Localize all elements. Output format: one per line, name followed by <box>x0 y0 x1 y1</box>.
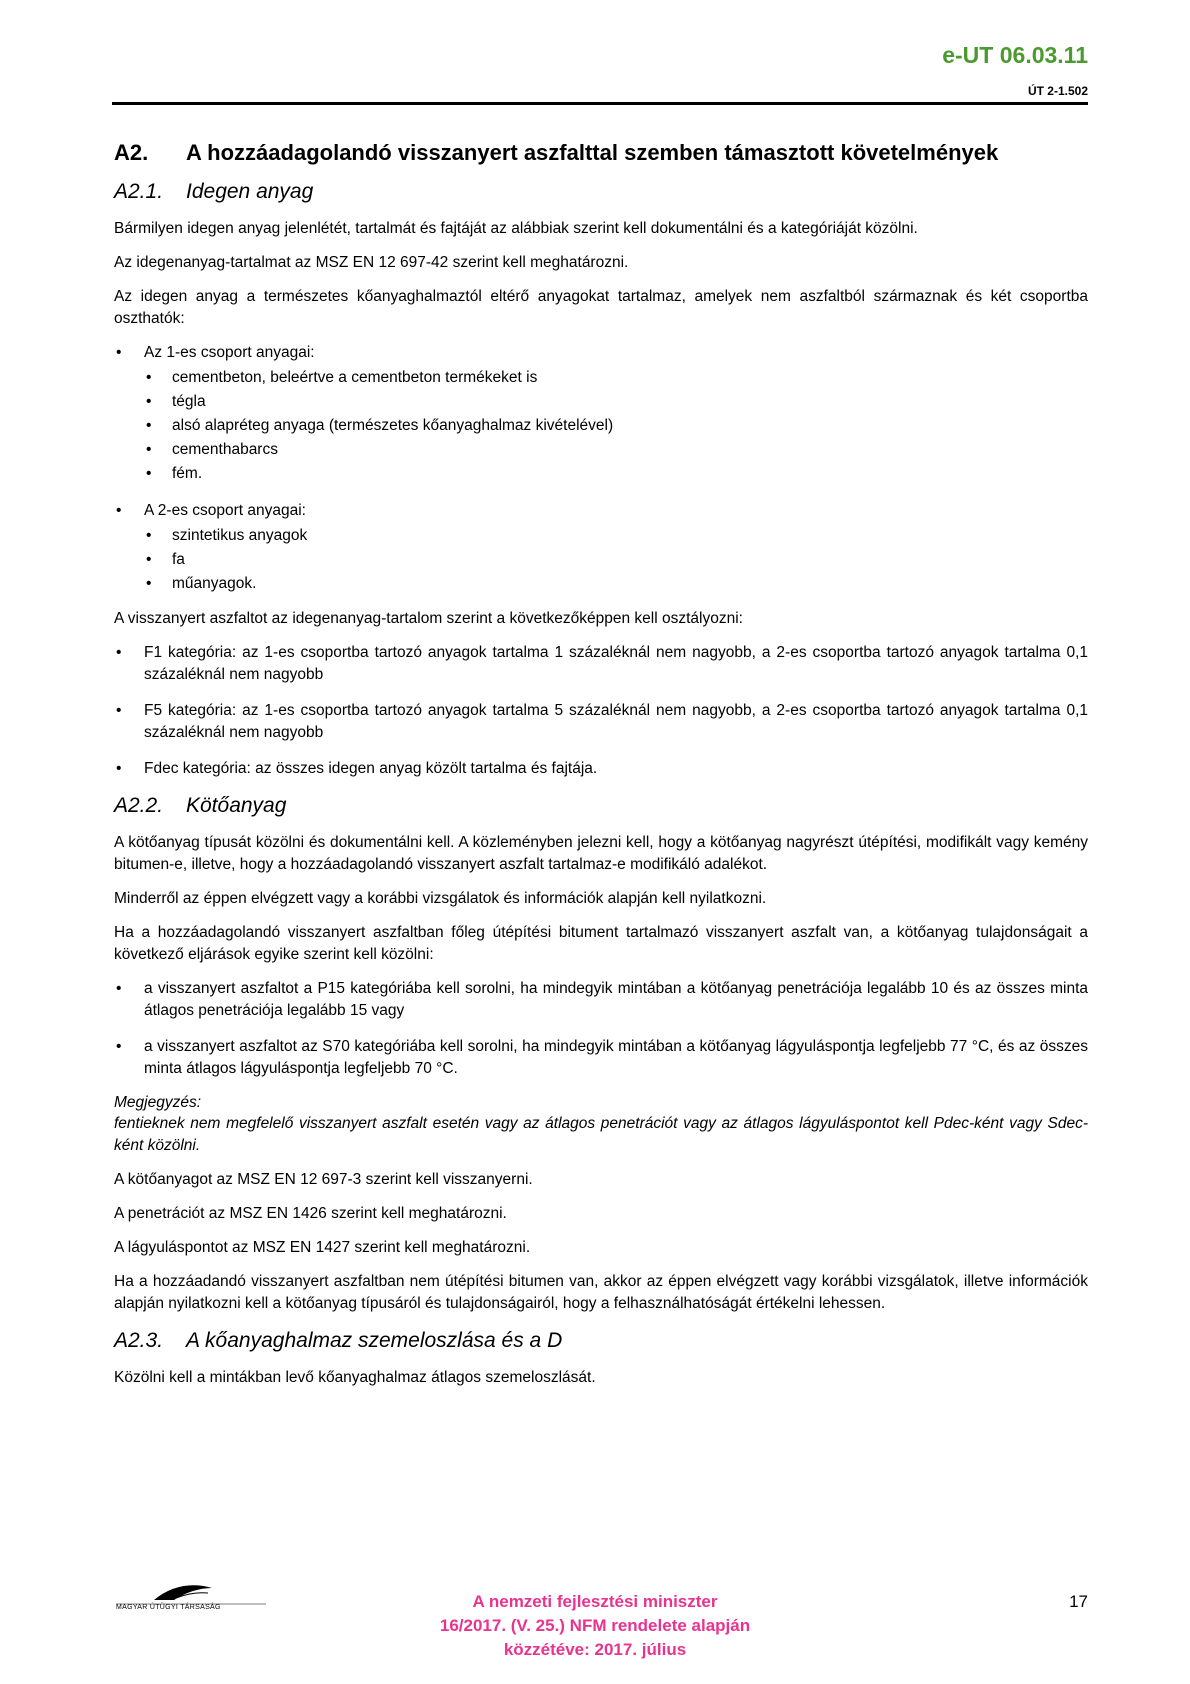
document-code: e-UT 06.03.11 <box>942 42 1088 68</box>
paragraph: Az idegenanyag-tartalmat az MSZ EN 12 697-42 szerint kell meghatározni. <box>114 254 629 271</box>
list-item: • cementhabarcs <box>144 438 1088 462</box>
logo-text: MAGYAR ÚTÜGYI TÁRSASÁG <box>116 1604 221 1611</box>
list-item: • szintetikus anyagok <box>144 524 1088 548</box>
subsection-number: A2.3. <box>114 1329 164 1352</box>
paragraph: Minderről az éppen elvégzett vagy a korábbi vizsgálatok és információk alapján kell nyilatkozni. <box>114 890 767 907</box>
category-list <box>114 642 1088 780</box>
category-item: • F1 kategória: az 1-es csoportba tartozó anyagok tartalma 1 százaléknál nem nagyobb, a 2-es csoportba tartozó anyagok tartalma 0,1 százaléknál nem nagyobb <box>114 642 1088 686</box>
paragraph: Bármilyen idegen anyag jelenlétét, tartalmát és fajtáját az alábbiak szerint kell dokumentálni és a kategóriáját közölni. <box>114 220 918 237</box>
paragraph: A kötőanyag típusát közölni és dokumentálni kell. A közleményben jelezni kell, hogy a kötőanyag nagyrészt útépítési, modifikált vagy kemény bitumen-e, illetve, hogy a hozzáadagolandó visszanyert aszfalt tartalmaz-e modifikáló adalékot. <box>114 834 1088 873</box>
subsection-title: Kötőanyag <box>186 794 287 817</box>
material-groups-list <box>114 342 1088 596</box>
paragraph: A kötőanyagot az MSZ EN 12 697-3 szerint kell visszanyerni. <box>114 1171 533 1188</box>
subsection-number: A2.2. <box>114 794 164 817</box>
paragraph: A penetrációt az MSZ EN 1426 szerint kell meghatározni. <box>114 1205 507 1222</box>
list-item: • műanyagok. <box>144 572 1088 596</box>
procedure-item: • a visszanyert aszfaltot a P15 kategóriába kell sorolni, ha mindegyik mintában a kötőanyag penetrációja legalább 10 és az összes minta átlagos penetrációja legalább 15 vagy <box>114 978 1088 1022</box>
publication-note <box>395 1590 795 1662</box>
page-content <box>114 140 1088 1401</box>
list-item: • tégla <box>144 390 1088 414</box>
publication-line: A nemzeti fejlesztési miniszter <box>472 1592 718 1611</box>
section-number: A2. <box>114 140 149 165</box>
subsection-title: A kőanyaghalmaz szemeloszlása és a D <box>186 1329 563 1352</box>
list-item: • alsó alapréteg anyaga (természetes kőanyaghalmaz kivételével) <box>144 414 1088 438</box>
subsection-heading-kotoanyag <box>114 794 1088 818</box>
paragraph: A lágyuláspontot az MSZ EN 1427 szerint kell meghatározni. <box>114 1239 531 1256</box>
group1-label: Az 1-es csoport anyagai: <box>144 344 315 361</box>
list-item: • fa <box>144 548 1088 572</box>
document-subcode: ÚT 2-1.502 <box>1027 84 1088 98</box>
group2-label: A 2-es csoport anyagai: <box>144 502 306 519</box>
paragraph: Ha a hozzáadandó visszanyert aszfaltban nem útépítési bitumen van, akkor az éppen elvégzett vagy korábbi vizsgálatok, illetve információk alapján nyilatkozni kell a kötőanyag típusáról és tulajdonságairól, hogy a felhasználhatóságát értékelni lehessen. <box>114 1273 1088 1312</box>
subsection-title: Idegen anyag <box>186 180 314 203</box>
group1-item <box>114 342 1088 486</box>
procedure-list <box>114 978 1088 1080</box>
header-divider <box>112 102 1088 105</box>
paragraph: A visszanyert aszfaltot az idegenanyag-tartalom szerint a következőképpen kell osztályozni: <box>114 610 743 627</box>
society-logo <box>116 1578 276 1622</box>
section-title: A hozzáadagolandó visszanyert aszfalttal szemben támasztott követelmények <box>186 140 999 165</box>
category-item: • Fdec kategória: az összes idegen anyag közölt tartalma és fajtája. <box>114 758 1088 780</box>
paragraph: Közölni kell a mintákban levő kőanyaghalmaz átlagos szemeloszlását. <box>114 1369 596 1386</box>
page-number: 17 <box>1069 1592 1088 1611</box>
subsection-heading-szemeloszlas <box>114 1329 1088 1353</box>
list-item: • cementbeton, beleértve a cementbeton termékeket is <box>144 366 1088 390</box>
publication-line: 16/2017. (V. 25.) NFM rendelete alapján <box>439 1616 751 1635</box>
note-title: Megjegyzés: <box>114 1094 202 1111</box>
publication-line: közzétéve: 2017. július <box>503 1640 687 1659</box>
note-text: fentieknek nem megfelelő visszanyert aszfalt esetén vagy az átlagos penetrációt vagy az átlagos lágyuláspontot kell Pdec-ként vagy Sdec-ként közölni. <box>114 1115 1088 1154</box>
procedure-item: • a visszanyert aszfaltot az S70 kategóriába kell sorolni, ha mindegyik mintában a kötőanyag lágyuláspontja legfeljebb 77 °C, és az összes minta átlagos lágyuláspontja legfeljebb 70 °C. <box>114 1036 1088 1080</box>
paragraph: Az idegen anyag a természetes kőanyaghalmaztól eltérő anyagokat tartalmaz, amelyek nem aszfaltból származnak és két csoportba oszthatók: <box>114 288 1088 327</box>
list-item: • fém. <box>144 462 1088 486</box>
subsection-number: A2.1. <box>114 180 164 203</box>
category-item: • F5 kategória: az 1-es csoportba tartozó anyagok tartalma 5 százaléknál nem nagyobb, a 2-es csoportba tartozó anyagok tartalma 0,1 százaléknál nem nagyobb <box>114 700 1088 744</box>
group2-item <box>114 500 1088 596</box>
paragraph: Ha a hozzáadagolandó visszanyert aszfaltban főleg útépítési bitument tartalmazó visszanyert aszfalt van, a kötőanyag tulajdonságait a következő eljárások egyike szerint kell közölni: <box>114 924 1088 963</box>
section-heading <box>114 140 1088 166</box>
subsection-heading-idegen-anyag <box>114 180 1088 204</box>
group2-sublist <box>144 524 1088 596</box>
group1-sublist <box>144 366 1088 486</box>
